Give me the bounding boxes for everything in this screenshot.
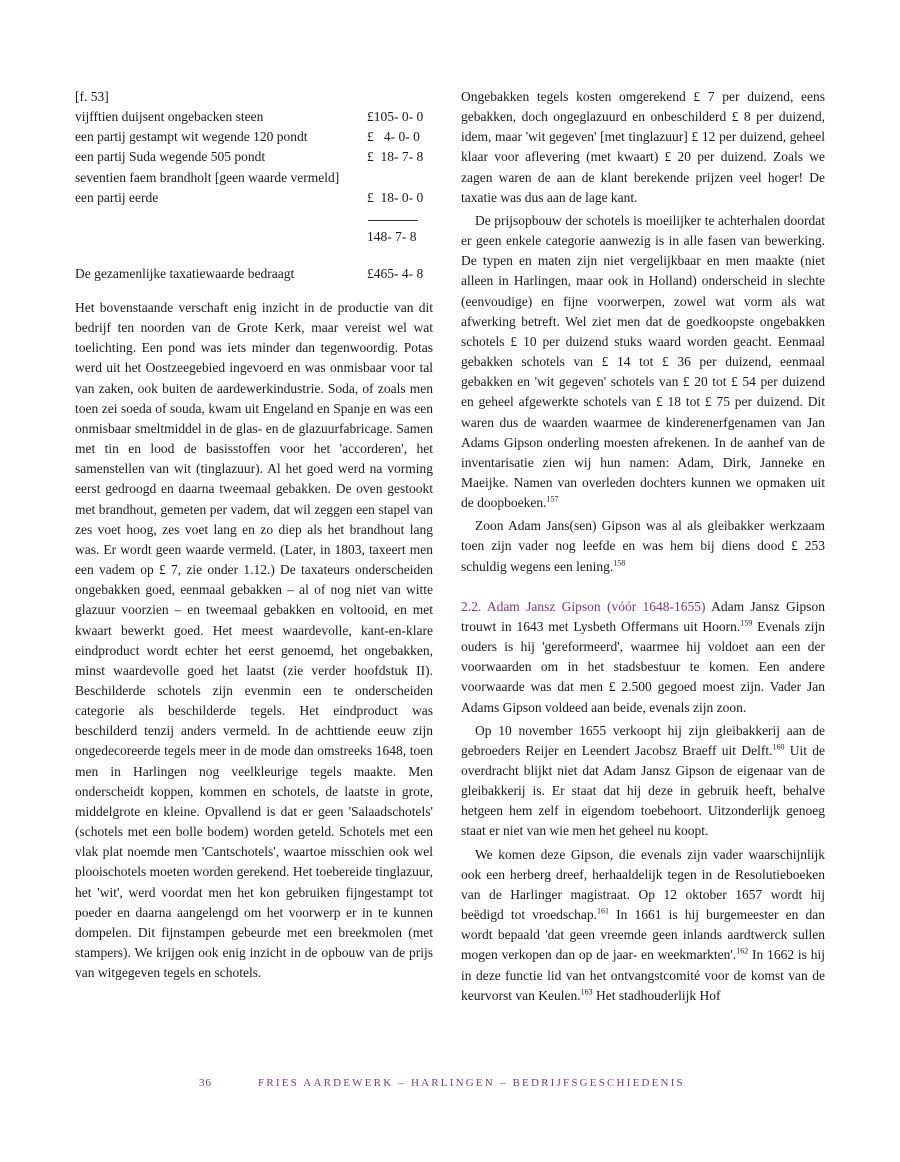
inventory-item: vijfftien duijsent ongebacken steen <box>75 109 264 125</box>
paragraph-text: In 1661 is hij burgemeester en dan wordt bepaald 'dat geen vreemde geen inlands aardtwerck sullen mogen verkopen dan op de jaar- en weekmarkten'. <box>461 907 825 963</box>
paragraph-text: De prijsopbouw der schotels is moeilijker te achterhalen doordat er geen enkele categorie aanwezig is in alle fasen van bewerking. De typen en maten zijn niet vergelijkbaar en men maakte (niet alleen in Harlingen, maar ook in Holland) onderscheid in slechte (eenvoudige) en fijne voorwerpen, zowel wat vorm als wat afwerking betreft. Wel ziet men dat de goedkoopste ongebakken schotels £ 10 per duizend stuks waard worden geacht. Eenmaal gebakken schotels van £ 14 tot £ 36 per duizend, eenmaal gebakken en 'wit gegeven' schotels van £ 20 tot £ 54 per duizend en geheel afgewerkte schotels van £ 18 tot £ 75 per duizend. Dit waren dus de waarden waarmee de kinderenerfgenamen van Jan Adams Gipson onderling moesten afrekenen. In de aanhef van de inventarisatie zien wij hun namen: Adam, Dirk, Janneke en Maeijke. Namen van overleden dochters kunnen we opmaken uit de doopboeken. <box>461 212 825 511</box>
footnote-ref: 160 <box>772 742 785 752</box>
subtotal-amount: 148- 7- 8 <box>367 228 417 244</box>
inventory-row <box>75 147 433 167</box>
body-paragraph: Ongebakken tegels kosten omgerekend £ 7 per duizend, eens gebakken, doch ongeglazuurd en onbeschilderd £ 8 per duizend, idem, maar 'wit gegeven' [met tinglazuur] £ 12 per duizend, geheel klaar voor aflevering (met kwaart) £ 20 per duizend. Zoals we zagen waren de aan de klant berekende prijzen veel hoger! De taxatie was dus aan de lage kant. <box>461 89 825 205</box>
inventory-amount: £ 18- 7- 8 <box>367 149 424 165</box>
sum-rule <box>368 220 418 221</box>
total-label: De gezamenlijke taxatiewaarde bedraagt <box>75 265 295 281</box>
body-paragraph <box>461 845 825 1006</box>
inventory-item: een partij gestampt wit wegende 120 pondt <box>75 129 308 145</box>
body-paragraph <box>461 721 825 842</box>
total-amount: £465- 4- 8 <box>367 265 424 281</box>
paragraph-text: Uit de overdracht blijkt niet dat Adam Jansz Gipson de eigenaar van de gleibakkerij is. Er staat dat hij deze in gebruik heeft, behalve hetgeen hem zelf in eigendom toebehoort. Uitzonderlijk genoeg staat er niet van wie men het geheel nu koopt. <box>461 742 826 839</box>
footnote-ref: 163 <box>580 987 593 997</box>
subtotal-row <box>75 227 433 247</box>
inventory-item: een partij eerde <box>75 189 159 205</box>
footnote-ref: 159 <box>740 618 753 628</box>
inventory-item: seventien faem brandholt [geen waarde vermeld] <box>75 169 340 185</box>
paragraph-text: In 1662 is hij in deze functie lid van het ontvangstcomité voor de komst van de keurvorst van Keulen. <box>461 947 825 1003</box>
inventory-row <box>75 188 433 208</box>
left-column <box>75 87 433 983</box>
inventory-list <box>75 107 433 208</box>
footnote-ref: 157 <box>546 494 559 504</box>
paragraph-text: Het stadhouderlijk Hof <box>592 987 721 1003</box>
running-title: FRIES AARDEWERK – HARLINGEN – BEDRIJFSGESCHIEDENIS <box>258 1077 685 1089</box>
paragraph-text: We komen deze Gipson, die evenals zijn vader waarschijnlijk ook een herberg dreef, herhaaldelijk tegen in de Resolutieboeken van de Harlinger magistraat. Op 12 oktober 1657 wordt hij beëdigd tot vroedschap. <box>461 846 825 923</box>
page-number: 36 <box>199 1077 212 1089</box>
body-paragraph <box>461 516 825 576</box>
footnote-ref: 158 <box>613 558 626 568</box>
inventory-amount: £ 18- 0- 0 <box>367 189 424 205</box>
paragraph-text: Adam Jansz Gipson trouwt in 1643 met Lysbeth Offermans uit Hoorn. <box>461 598 825 634</box>
total-row <box>75 264 433 284</box>
inventory-amount <box>367 168 433 188</box>
section-paragraph <box>461 597 825 718</box>
paragraph-text: Zoon Adam Jans(sen) Gipson was al als gleibakker werkzaam toen zijn vader nog leefde en was hem bij diens dood £ 253 schuldig wegens een lening. <box>461 518 825 574</box>
folio-reference: [f. 53] <box>75 89 109 104</box>
paragraph-text: Evenals zijn ouders is hij 'gereformeerd', waarmee hij voldoet aan een der voorwaarden om in het stadsbestuur te komen. Een andere voorwaarde was dat men £ 2.500 gegoed moest zijn. Vader Jan Adams Gipson voldeed aan beide, evenals zijn zoon. <box>461 618 825 715</box>
right-column <box>461 87 825 1006</box>
footnote-ref: 161 <box>597 906 610 916</box>
section-heading: 2.2. Adam Jansz Gipson (vóór 1648-1655) <box>461 598 706 614</box>
body-paragraph <box>461 211 825 513</box>
body-paragraph: Het bovenstaande verschaft enig inzicht in de productie van dit bedrijf ten noorden van de Grote Kerk, maar vereist wel wat toelichting. Een pond was iets minder dan tegenwoordig. Potas werd uit het Oostzeegebied ingevoerd en was onmisbaar voor tal van zaken, ook buiten de aardewerkindustrie. Soda, of zoals men toen zei soeda of souda, kwam uit Engeland en Spanje en was een onmisbaar smeltmiddel in de glas- en de glazuurfabricage. Samen met tin en lood de basisstoffen voor het 'accorderen', het samenstellen van wit (tinglazuur). Al het goed werd na vorming eerst gedroogd en daarna tweemaal gebakken. De oven gestookt met brandhout, gemeten per vadem, dat wil zeggen een stapel van zes voet hoog, zes voet lang en zo diep als het brandhout lang was. Er wordt geen waarde vermeld. (Later, in 1803, taxeert men een vadem op £ 7, zie onder 1.12.) De taxateurs onderscheiden ongebakken goed, eenmaal gebakken – al of nog niet van witte glazuur voorzien – en tweemaal gebakken en voltooid, en met kwaart bewerkt goed. Het meest waardevolle, kant-en-klare eindproduct wordt echter het eerst genoemd, het ongebakken, minst waardevolle goed het laatst (zie verder hoofdstuk II). Beschilderde schotels zijn evenmin een te onderscheiden categorie als beschilderde tegels. Het eindproduct was beschilderd tenzij anders vermeld. In de achttiende eeuw zijn ongedecoreerde tegels meer in de mode dan omstreeks 1648, toen men in Harlingen nog veelkleurige tegels maakte. Men onderscheidt koppen, kommen en schotels, de laatste in grote, middelgrote en kleine. Opvallend is dat er geen 'Salaadschotels' (schotels met een bolle bodem) worden geteld. Schotels met een vlak plat noemde men 'Cantschotels', waartoe misschien ook wel plooischotels moeten worden gerekend. Het toebereide tinglazuur, het 'wit', werd voordat men het kon gebruiken fijngestampt tot poeder en daarna aangelengd om het voorwerp er in te kunnen dompelen. Dit fijnstampen gebeurde met een breekmolen (met stampers). We krijgen ook enig inzicht in de opbouw van de prijs van witgegeven tegels en schotels. <box>75 300 433 981</box>
inventory-amount: £ 4- 0- 0 <box>367 129 420 145</box>
inventory-row <box>75 127 433 147</box>
inventory-row <box>75 107 433 127</box>
inventory-row <box>75 168 433 188</box>
inventory-amount: £105- 0- 0 <box>367 109 424 125</box>
footnote-ref: 162 <box>736 946 749 956</box>
inventory-item: een partij Suda wegende 505 pondt <box>75 149 266 165</box>
paragraph-text: Op 10 november 1655 verkoopt hij zijn gleibakkerij aan de gebroeders Reijer en Leendert Jacobsz Braeff uit Delft. <box>461 722 825 758</box>
